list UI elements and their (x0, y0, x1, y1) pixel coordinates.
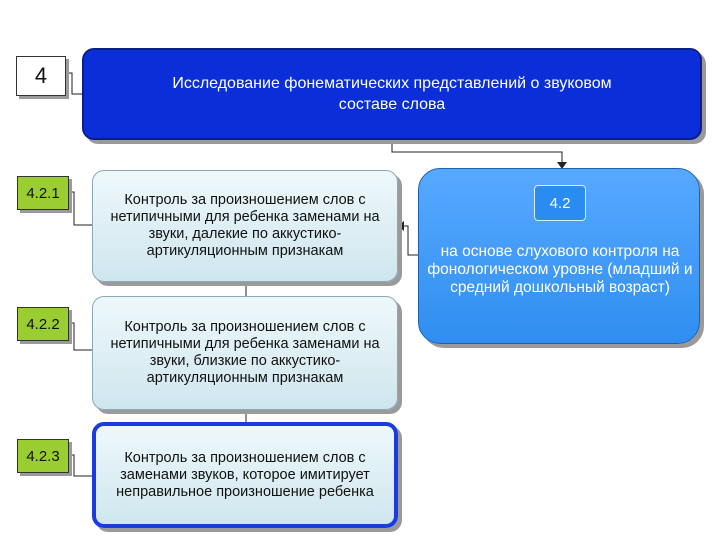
item-box-1 (92, 170, 398, 282)
connector-item-1 (68, 192, 92, 225)
item-box-3 (92, 422, 398, 528)
header-title-box (82, 48, 702, 140)
item-number-2: 4.2.2 (17, 307, 69, 341)
item-text-2: Контроль за произношением слов с нетипичными для ребенка заменами на звуки, близкие по аккустико-артикуляционным признакам (110, 319, 380, 386)
item-text-3: Контроль за произношением слов с заменами звуков, которое имитирует неправильное произношение ребенка (116, 449, 374, 500)
header-number: 4 (16, 56, 66, 96)
connector-header (66, 73, 82, 94)
side-text: на основе слухового контроля на фонологическом уровне (младший и средний дошкольный возраст) (427, 243, 693, 296)
item-number-3: 4.2.3 (17, 439, 69, 473)
item-box-2 (92, 296, 398, 410)
item-number-1: 4.2.1 (17, 176, 69, 210)
connector-side-items (404, 226, 418, 255)
connector-title-side (392, 136, 562, 164)
side-box (418, 168, 700, 344)
item-text-1: Контроль за произношением слов с нетипичными для ребенка заменами на звуки, далекие по аккустико-артикуляционным признакам (110, 192, 380, 259)
side-number: 4.2 (534, 185, 586, 221)
connector-item-2 (68, 323, 92, 350)
arrow-head-left (398, 221, 404, 231)
connector-item-3 (68, 455, 92, 476)
header-title: Исследование фонематических представлений о звуковом составе слова (172, 75, 612, 113)
